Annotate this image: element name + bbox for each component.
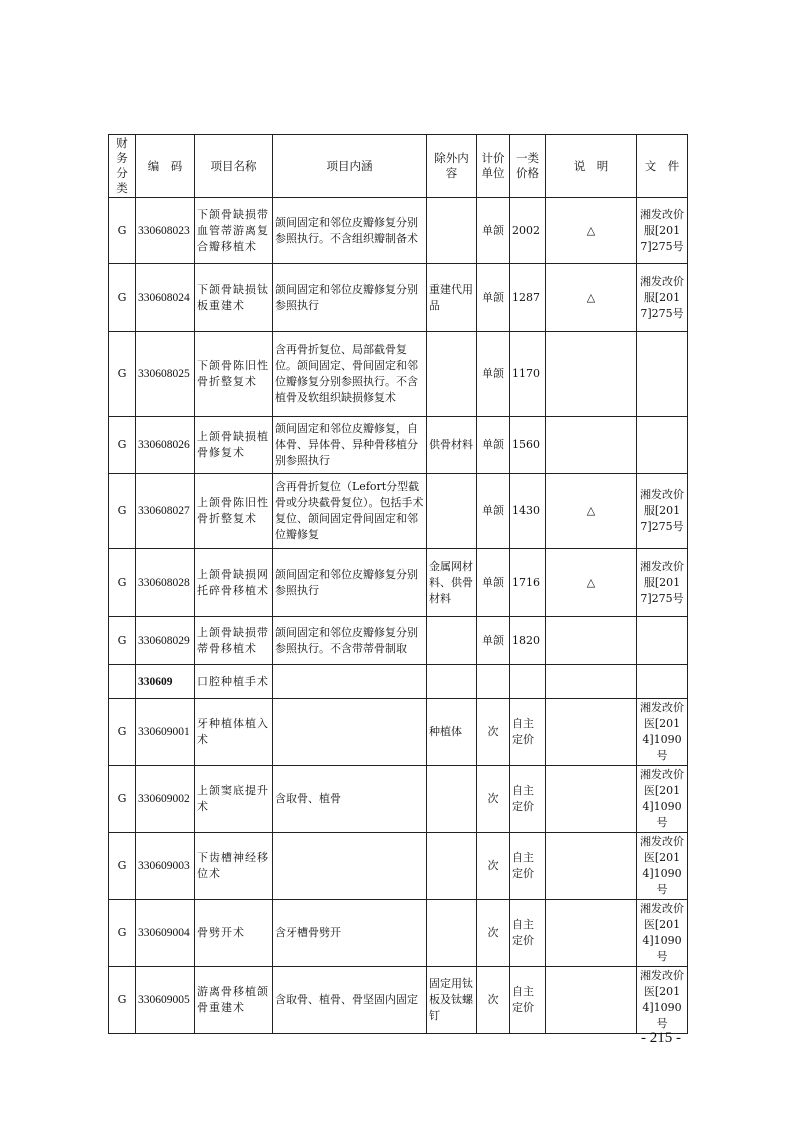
table-row (109, 967, 688, 1034)
table-row (109, 474, 688, 549)
table-row (109, 766, 688, 833)
cell-code: 330609 (136, 665, 195, 699)
table-row (109, 198, 688, 264)
cell-exclusion (427, 833, 477, 900)
cell-category: G (109, 617, 136, 665)
cell-file: 湘发改价服[2017]275号 (637, 198, 688, 264)
cell-code: 330608024 (136, 264, 195, 332)
cell-content: 颌间固定和邻位皮瓣修复分别参照执行 (273, 549, 427, 617)
cell-name: 上颌骨缺损带蒂骨移植术 (195, 617, 273, 665)
fee-schedule-table (108, 134, 688, 1034)
cell-note (546, 833, 637, 900)
cell-note (546, 617, 637, 665)
cell-file: 湘发改价服[2017]275号 (637, 264, 688, 332)
cell-exclusion (427, 617, 477, 665)
cell-category: G (109, 766, 136, 833)
page-number: - 215 - (641, 1030, 681, 1046)
cell-category: G (109, 417, 136, 474)
cell-code: 330609004 (136, 900, 195, 967)
cell-code: 330609002 (136, 766, 195, 833)
cell-note (546, 967, 637, 1034)
cell-category: G (109, 264, 136, 332)
cell-file: 湘发改价服[2017]275号 (637, 474, 688, 549)
table-row (109, 900, 688, 967)
cell-name: 下颌骨陈旧性骨折整复术 (195, 332, 273, 417)
cell-content: 颌间固定和邻位皮瓣修复分别参照执行。不含带蒂骨制取 (273, 617, 427, 665)
cell-content (273, 833, 427, 900)
cell-exclusion (427, 474, 477, 549)
cell-file: 湘发改价医[2014]1090号 (637, 699, 688, 766)
cell-code: 330609001 (136, 699, 195, 766)
cell-note (546, 699, 637, 766)
cell-category: G (109, 833, 136, 900)
cell-category: G (109, 900, 136, 967)
cell-name: 上颌窦底提升术 (195, 766, 273, 833)
header-file: 文 件 (637, 135, 688, 198)
cell-name: 上颌骨缺损植骨修复术 (195, 417, 273, 474)
table-row (109, 833, 688, 900)
cell-content: 含取骨、植骨 (273, 766, 427, 833)
table-row (109, 264, 688, 332)
cell-exclusion: 种植体 (427, 699, 477, 766)
cell-price: 自主定价 (510, 967, 546, 1034)
cell-note (546, 900, 637, 967)
cell-category: G (109, 967, 136, 1034)
cell-price: 2002 (510, 198, 546, 264)
cell-category: G (109, 549, 136, 617)
cell-code: 330608023 (136, 198, 195, 264)
cell-unit: 单颌 (477, 417, 510, 474)
cell-unit (477, 665, 510, 699)
cell-price: 1716 (510, 549, 546, 617)
cell-category: G (109, 198, 136, 264)
cell-unit: 单颌 (477, 332, 510, 417)
header-content: 项目内涵 (273, 135, 427, 198)
cell-note (546, 417, 637, 474)
cell-price: 1170 (510, 332, 546, 417)
cell-price (510, 665, 546, 699)
cell-exclusion: 金属网材料、供骨材料 (427, 549, 477, 617)
cell-file: 湘发改价医[2014]1090号 (637, 967, 688, 1034)
section-row (109, 665, 688, 699)
header-note: 说 明 (546, 135, 637, 198)
cell-price: 自主定价 (510, 766, 546, 833)
cell-content (273, 665, 427, 699)
header-row (109, 135, 688, 198)
cell-content: 颌间固定和邻位皮瓣修复分别参照执行 (273, 264, 427, 332)
header-price: 一类价格 (510, 135, 546, 198)
cell-exclusion: 供骨材料 (427, 417, 477, 474)
cell-file (637, 417, 688, 474)
table-row (109, 549, 688, 617)
cell-content: 颌间固定和邻位皮瓣修复分别参照执行。不含组织瓣制备术 (273, 198, 427, 264)
cell-code: 330608027 (136, 474, 195, 549)
cell-code: 330609005 (136, 967, 195, 1034)
cell-note: △ (546, 474, 637, 549)
cell-unit: 单颌 (477, 264, 510, 332)
cell-note (546, 665, 637, 699)
cell-exclusion: 固定用钛板及钛螺钉 (427, 967, 477, 1034)
cell-file (637, 332, 688, 417)
cell-unit: 单颌 (477, 198, 510, 264)
cell-price: 1820 (510, 617, 546, 665)
cell-unit: 单颌 (477, 474, 510, 549)
cell-exclusion (427, 665, 477, 699)
cell-note (546, 766, 637, 833)
cell-note: △ (546, 549, 637, 617)
cell-exclusion: 重建代用品 (427, 264, 477, 332)
cell-code: 330608026 (136, 417, 195, 474)
cell-content: 含取骨、植骨、骨坚固内固定 (273, 967, 427, 1034)
cell-category: G (109, 699, 136, 766)
cell-file: 湘发改价医[2014]1090号 (637, 766, 688, 833)
table-row (109, 417, 688, 474)
cell-exclusion (427, 766, 477, 833)
cell-name: 上颌骨陈旧性骨折整复术 (195, 474, 273, 549)
cell-file: 湘发改价医[2014]1090号 (637, 833, 688, 900)
cell-price: 1287 (510, 264, 546, 332)
cell-exclusion (427, 900, 477, 967)
cell-name: 牙种植体植入术 (195, 699, 273, 766)
cell-code: 330608025 (136, 332, 195, 417)
header-unit: 计价单位 (477, 135, 510, 198)
cell-name: 游离骨移植颌骨重建术 (195, 967, 273, 1034)
header-code: 编 码 (136, 135, 195, 198)
cell-name: 上颌骨缺损网托碎骨移植术 (195, 549, 273, 617)
cell-file: 湘发改价服[2017]275号 (637, 549, 688, 617)
cell-name: 下颌骨缺损钛板重建术 (195, 264, 273, 332)
cell-code: 330608029 (136, 617, 195, 665)
cell-exclusion (427, 332, 477, 417)
cell-note (546, 332, 637, 417)
cell-unit: 次 (477, 900, 510, 967)
cell-file: 湘发改价医[2014]1090号 (637, 900, 688, 967)
cell-content (273, 699, 427, 766)
cell-category: G (109, 474, 136, 549)
cell-unit: 次 (477, 833, 510, 900)
cell-name: 骨劈开术 (195, 900, 273, 967)
cell-unit: 次 (477, 699, 510, 766)
cell-category: G (109, 332, 136, 417)
cell-content: 含牙槽骨劈开 (273, 900, 427, 967)
cell-code: 330608028 (136, 549, 195, 617)
cell-price: 自主定价 (510, 900, 546, 967)
table-row (109, 617, 688, 665)
table-row (109, 332, 688, 417)
header-category: 财务分类 (109, 135, 136, 198)
cell-unit: 单颌 (477, 549, 510, 617)
cell-content: 颌间固定和邻位皮瓣修复，自体骨、异体骨、异种骨移植分别参照执行 (273, 417, 427, 474)
cell-content: 含再骨折复位、局部截骨复位。颌间固定、骨间固定和邻位瓣修复分别参照执行。不含植骨及软组织缺损修复术 (273, 332, 427, 417)
cell-price: 自主定价 (510, 833, 546, 900)
cell-note: △ (546, 198, 637, 264)
cell-unit: 次 (477, 766, 510, 833)
header-exclusion: 除外内容 (427, 135, 477, 198)
cell-unit: 单颌 (477, 617, 510, 665)
table-body (109, 198, 688, 1034)
cell-name: 下颌骨缺损带血管蒂游离复合瓣移植术 (195, 198, 273, 264)
cell-note: △ (546, 264, 637, 332)
cell-file (637, 665, 688, 699)
cell-content: 含再骨折复位（Lefort分型截骨或分块截骨复位）。包括手术复位、颌间固定骨间固定和邻位瓣修复 (273, 474, 427, 549)
cell-unit: 次 (477, 967, 510, 1034)
cell-name: 口腔种植手术 (195, 665, 273, 699)
header-name: 项目名称 (195, 135, 273, 198)
cell-file (637, 617, 688, 665)
cell-exclusion (427, 198, 477, 264)
cell-price: 自主定价 (510, 699, 546, 766)
cell-price: 1430 (510, 474, 546, 549)
cell-code: 330609003 (136, 833, 195, 900)
cell-price: 1560 (510, 417, 546, 474)
table-row (109, 699, 688, 766)
cell-category (109, 665, 136, 699)
cell-name: 下齿槽神经移位术 (195, 833, 273, 900)
